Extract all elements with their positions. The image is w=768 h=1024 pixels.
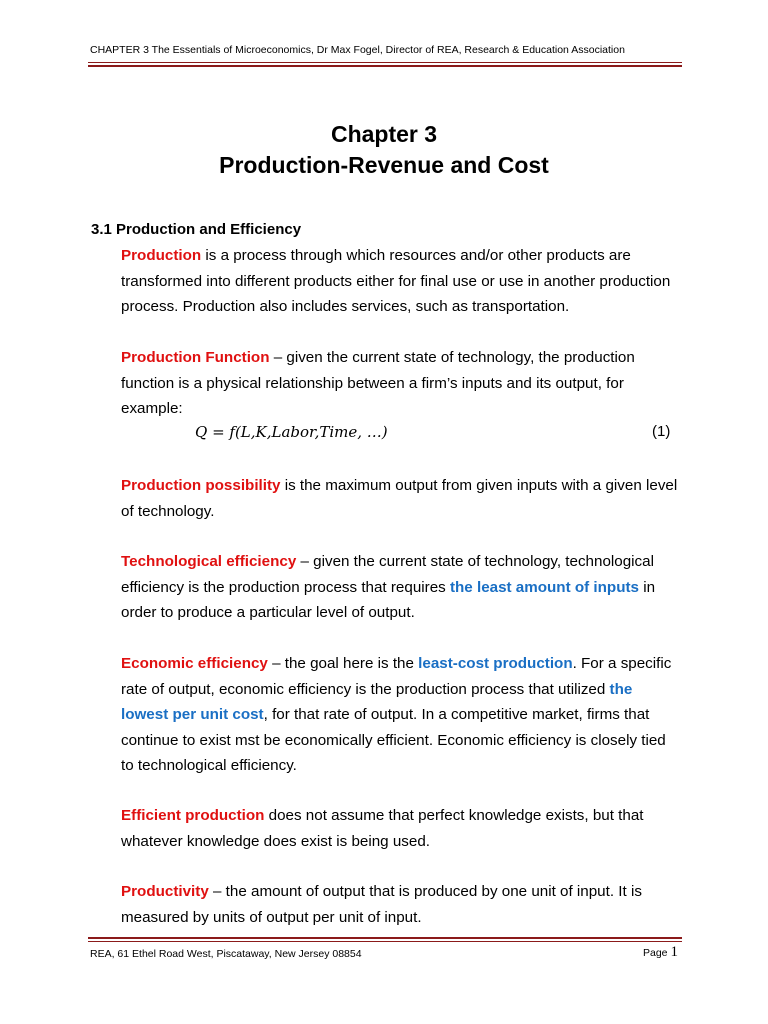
term-production-function: Production Function: [121, 349, 270, 366]
page-number: 1: [670, 944, 678, 960]
paragraph-efficient-production: [121, 803, 681, 854]
paragraph-economic-efficiency: [121, 651, 681, 779]
header-rule-thick: [88, 65, 682, 67]
page-label: Page: [643, 947, 671, 959]
definition-economic-efficiency-1: – the goal here is the: [267, 655, 419, 672]
term-efficient-production: Efficient production: [121, 807, 265, 824]
highlight-least-cost: least-cost production: [418, 655, 573, 672]
definition-economic-efficiency-2: . For a specific rate of output, economic efficiency is the production process that utilized: [121, 655, 672, 698]
definition-production-possibility: is the maximum output from given inputs with a given level of technology.: [121, 477, 678, 520]
chapter-title: Production-Revenue and Cost: [219, 152, 549, 178]
definition-technological-efficiency-2: in order to produce a particular level of output.: [121, 578, 656, 621]
term-productivity: Productivity: [121, 883, 209, 900]
highlight-lowest-unit-cost: the lowest per unit cost: [121, 680, 633, 723]
definition-production-function: – given the current state of technology, the production function is a physical relationship between a firm’s inputs and its output, for example:: [121, 349, 635, 417]
definition-production: is a process through which resources and/or other products are transformed into different products either for final use or use in another production process. Production also includes services, such as transportation.: [121, 247, 671, 315]
definition-economic-efficiency-3: , for that rate of output. In a competitive market, firms that continue to exist mst be economically efficient. Economic efficiency is closely tied to technological efficiency.: [121, 706, 666, 774]
paragraph-production: [121, 243, 681, 320]
definition-efficient-production: does not assume that perfect knowledge exists, but that whatever knowledge does exist is being used.: [121, 807, 644, 850]
definition-productivity: – the amount of output that is produced by one unit of input. It is measured by units of output per unit of input.: [121, 883, 642, 926]
footer-rule-thin: [88, 941, 682, 942]
definition-technological-efficiency-1: – given the current state of technology, technological efficiency is the production process that requires: [121, 553, 654, 596]
chapter-number: Chapter 3: [330, 121, 438, 147]
section-heading: 3.1 Production and Efficiency: [91, 221, 302, 238]
footer-page: [643, 944, 678, 961]
term-production: Production: [121, 247, 202, 264]
footer-address: REA, 61 Ethel Road West, Piscataway, New Jersey 08854: [90, 948, 362, 960]
paragraph-production-function: [121, 345, 681, 422]
paragraph-productivity: [121, 879, 681, 930]
footer-rule-thick: [88, 937, 682, 939]
highlight-least-inputs: the least amount of inputs: [449, 578, 639, 596]
header-rule-thin: [88, 62, 682, 63]
formula-number: (1): [652, 423, 671, 440]
paragraph-technological-efficiency: [121, 549, 681, 626]
formula-production-function: Q = f(L,K,Labor,Time, …): [195, 423, 388, 441]
paragraph-production-possibility: [121, 473, 681, 524]
term-production-possibility: Production possibility: [121, 477, 281, 494]
running-header: CHAPTER 3 The Essentials of Microeconomics, Dr Max Fogel, Director of REA, Research & Education Association: [90, 44, 625, 56]
term-economic-efficiency: Economic efficiency: [121, 655, 268, 672]
term-technological-efficiency: Technological efficiency: [121, 553, 297, 570]
